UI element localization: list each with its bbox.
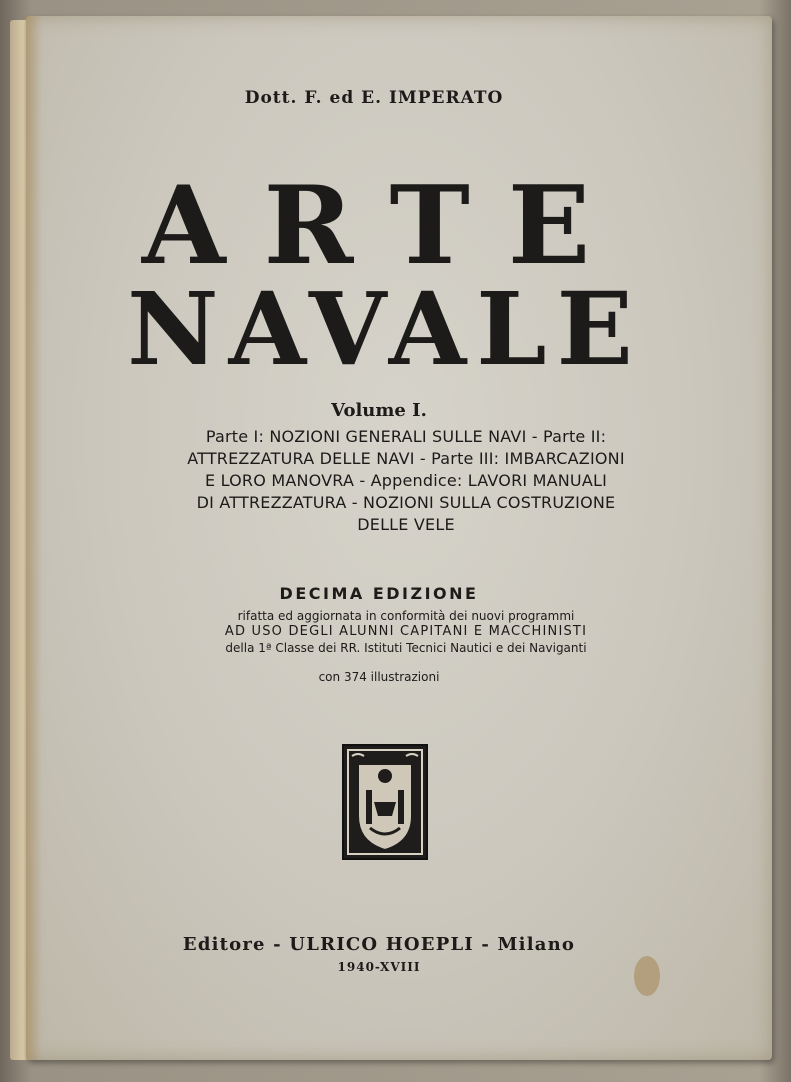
author-line: Dott. F. ed E. IMPERATO — [244, 88, 504, 108]
edition-note-line: della 1ª Classe dei RR. Istituti Tecnici Nautici e dei Naviganti — [225, 641, 587, 655]
publication-year: 1940-XVIII — [337, 960, 421, 974]
volume-label: Volume I. — [331, 400, 427, 421]
contents-block — [136, 426, 676, 536]
publisher-line: Editore - ULRICO HOEPLI - Milano — [182, 934, 576, 955]
edition-label: DECIMA EDIZIONE — [279, 584, 479, 603]
illustrations-count: con 374 illustrazioni — [318, 670, 440, 684]
edition-note-line: rifatta ed aggiornata in conformità dei nuovi programmi — [237, 609, 575, 623]
book-cover — [26, 16, 772, 1060]
contents-line: ATTREZZATURA DELLE NAVI - Parte III: IMBARCAZIONI — [187, 449, 625, 468]
publisher-emblem-icon — [342, 744, 428, 860]
contents-line: E LORO MANOVRA - Appendice: LAVORI MANUALI — [204, 471, 608, 490]
edition-notes — [136, 608, 676, 656]
contents-line: DELLE VELE — [357, 515, 455, 534]
title-line-2: NAVALE — [127, 270, 643, 388]
contents-line: DI ATTREZZATURA - NOZIONI SULLA COSTRUZIONE — [196, 493, 616, 512]
edition-note-line: AD USO DEGLI ALUNNI CAPITANI E MACCHINISTI — [224, 624, 588, 639]
title-line-1: ARTE — [141, 163, 629, 289]
contents-line: Parte I: NOZIONI GENERALI SULLE NAVI - Parte II: — [205, 427, 607, 446]
